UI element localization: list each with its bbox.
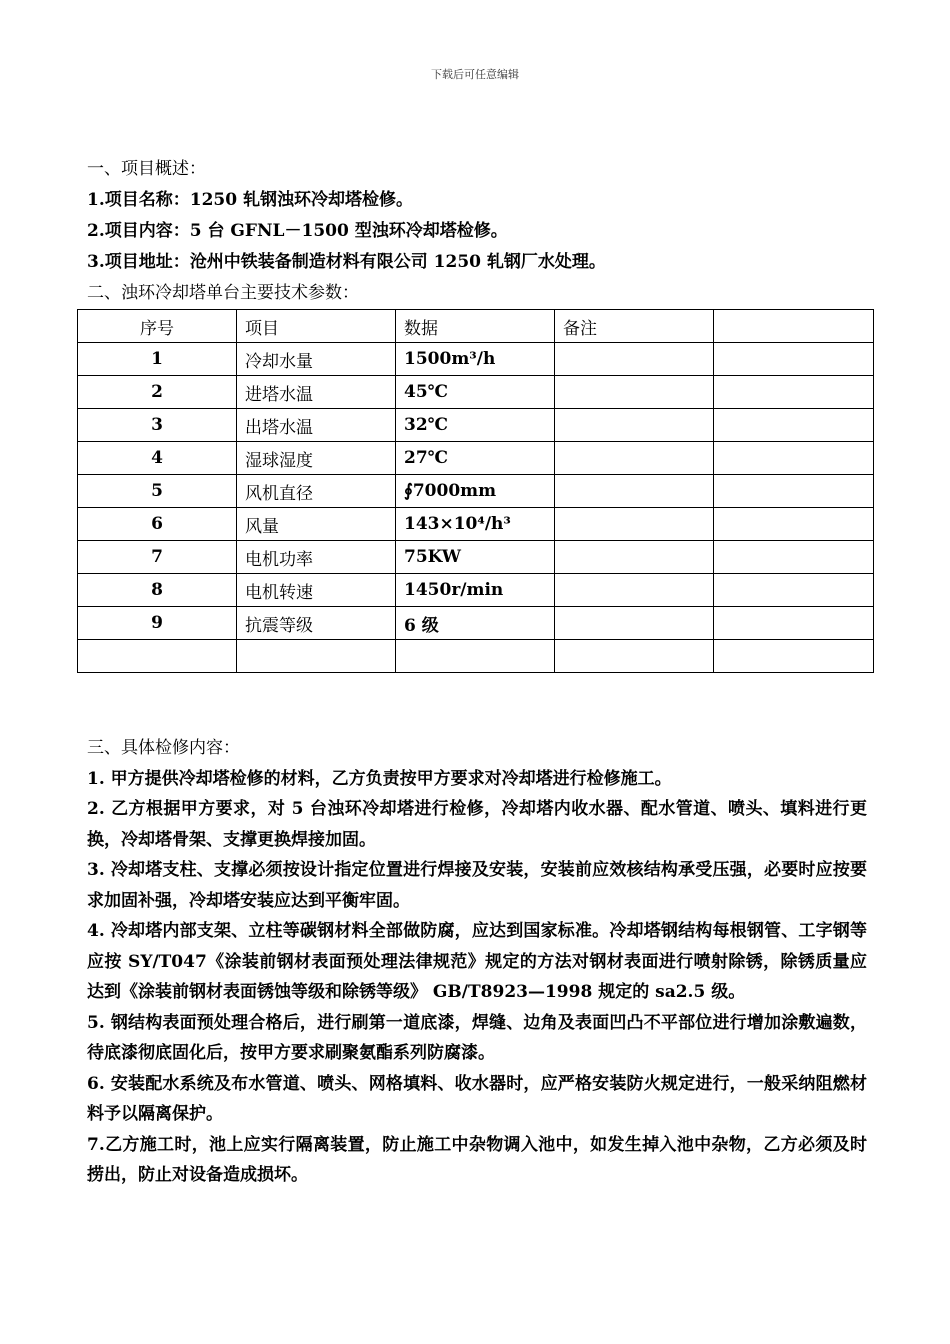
cell-data: 1500m³/h [396,343,555,376]
cell-index: 8 [78,574,237,607]
cell-remark [555,475,714,508]
cell-index: 3 [78,409,237,442]
header-remark: 备注 [555,310,714,343]
table-row [78,475,874,508]
cell-data: 32℃ [396,409,555,442]
cell-remark [555,343,714,376]
cell-item: 冷却水量 [237,343,396,376]
repair-item-3: 3. 冷却塔支柱、支撑必须按设计指定位置进行焊接及安装，安装前应效核结构承受压强，必要时应按要求加固补强，冷却塔安装应达到平衡牢固。 [87,860,867,911]
cell-index: 2 [78,376,237,409]
cell-extra [714,376,874,409]
repair-item-6: 6. 安装配水系统及布水管道、喷头、网格填料、收水器时，应严格安装防火规定进行，一般采纳阻燃材料予以隔离保护。 [87,1073,867,1124]
repair-section [87,733,867,1191]
cell-index: 4 [78,442,237,475]
table-row [78,343,874,376]
cell-data: 6 级 [396,607,555,640]
cell-extra [714,508,874,541]
cell-data: 75KW [396,541,555,574]
cell-extra [714,541,874,574]
cell-extra [714,343,874,376]
cell-data: 45℃ [396,376,555,409]
table-row-empty [78,640,874,673]
cell-remark [555,442,714,475]
cell-data [396,640,555,673]
cell-item: 出塔水温 [237,409,396,442]
cell-remark [555,508,714,541]
cell-extra [714,409,874,442]
cell-item: 抗震等级 [237,607,396,640]
cell-remark [555,409,714,442]
repair-item-5: 5. 钢结构表面预处理合格后，进行刷第一道底漆，焊缝、边角及表面凹凸不平部位进行增加涂敷遍数，待底漆彻底固化后，按甲方要求刷聚氨酯系列防腐漆。 [87,1012,867,1063]
repair-item-1: 1. 甲方提供冷却塔检修的材料，乙方负责按甲方要求对冷却塔进行检修施工。 [87,768,672,789]
cell-index: 6 [78,508,237,541]
cell-item [237,640,396,673]
tech-params-table [77,309,874,673]
cell-remark [555,640,714,673]
cell-data: 143×10⁴/h³ [396,508,555,541]
cell-index [78,640,237,673]
table-row [78,541,874,574]
repair-item-2: 2. 乙方根据甲方要求，对 5 台浊环冷却塔进行检修，冷却塔内收水器、配水管道、喷头、填料进行更换，冷却塔骨架、支撑更换焊接加固。 [87,799,867,850]
table-row [78,508,874,541]
cell-item: 电机转速 [237,574,396,607]
overview-item-address: 3.项目地址：沧州中铁装备制造材料有限公司 1250 轧钢厂水处理。 [87,252,606,272]
cell-extra [714,607,874,640]
repair-item-7: 7.乙方施工时，池上应实行隔离装置，防止施工中杂物调入池中，如发生掉入池中杂物，乙方必须及时捞出，防止对设备造成损坏。 [87,1134,867,1185]
table-row [78,409,874,442]
repair-title: 三、具体检修内容： [87,738,240,758]
cell-item: 电机功率 [237,541,396,574]
cell-extra [714,442,874,475]
cell-item: 风量 [237,508,396,541]
overview-item-content: 2.项目内容：5 台 GFNL－1500 型浊环冷却塔检修。 [87,221,508,241]
overview-title: 一、项目概述： [87,159,206,179]
cell-extra [714,574,874,607]
cell-remark [555,376,714,409]
cell-item: 湿球湿度 [237,442,396,475]
cell-index: 7 [78,541,237,574]
cell-remark [555,574,714,607]
table-row [78,376,874,409]
cell-extra [714,640,874,673]
cell-index: 1 [78,343,237,376]
table-row [78,607,874,640]
cell-extra [714,475,874,508]
cell-data: ∮7000mm [396,475,555,508]
cell-remark [555,541,714,574]
header-extra [714,310,874,343]
params-title: 二、浊环冷却塔单台主要技术参数： [87,283,359,303]
overview-item-name: 1.项目名称：1250 轧钢浊环冷却塔检修。 [87,190,413,210]
cell-remark [555,607,714,640]
cell-index: 5 [78,475,237,508]
table-row [78,574,874,607]
header-index: 序号 [78,310,237,343]
table-row [78,442,874,475]
cell-item: 风机直径 [237,475,396,508]
overview-section [87,154,867,309]
header-item: 项目 [237,310,396,343]
page-header-note: 下载后可任意编辑 [431,68,519,81]
table-header-row [78,310,874,343]
repair-item-4: 4. 冷却塔内部支架、立柱等碳钢材料全部做防腐，应达到国家标准。冷却塔钢结构每根钢管、工字钢等应按 SY/T047《涂装前钢材表面预处理法律规范》规定的方法对钢材表面进行喷射除锈，除锈质量应达到《涂装前钢材表面锈蚀等级和除锈等级》 GB/T8923—1998 规定的 sa2.5 级。 [87,921,867,1002]
cell-item: 进塔水温 [237,376,396,409]
header-data: 数据 [396,310,555,343]
cell-data: 27℃ [396,442,555,475]
cell-data: 1450r/min [396,574,555,607]
cell-index: 9 [78,607,237,640]
